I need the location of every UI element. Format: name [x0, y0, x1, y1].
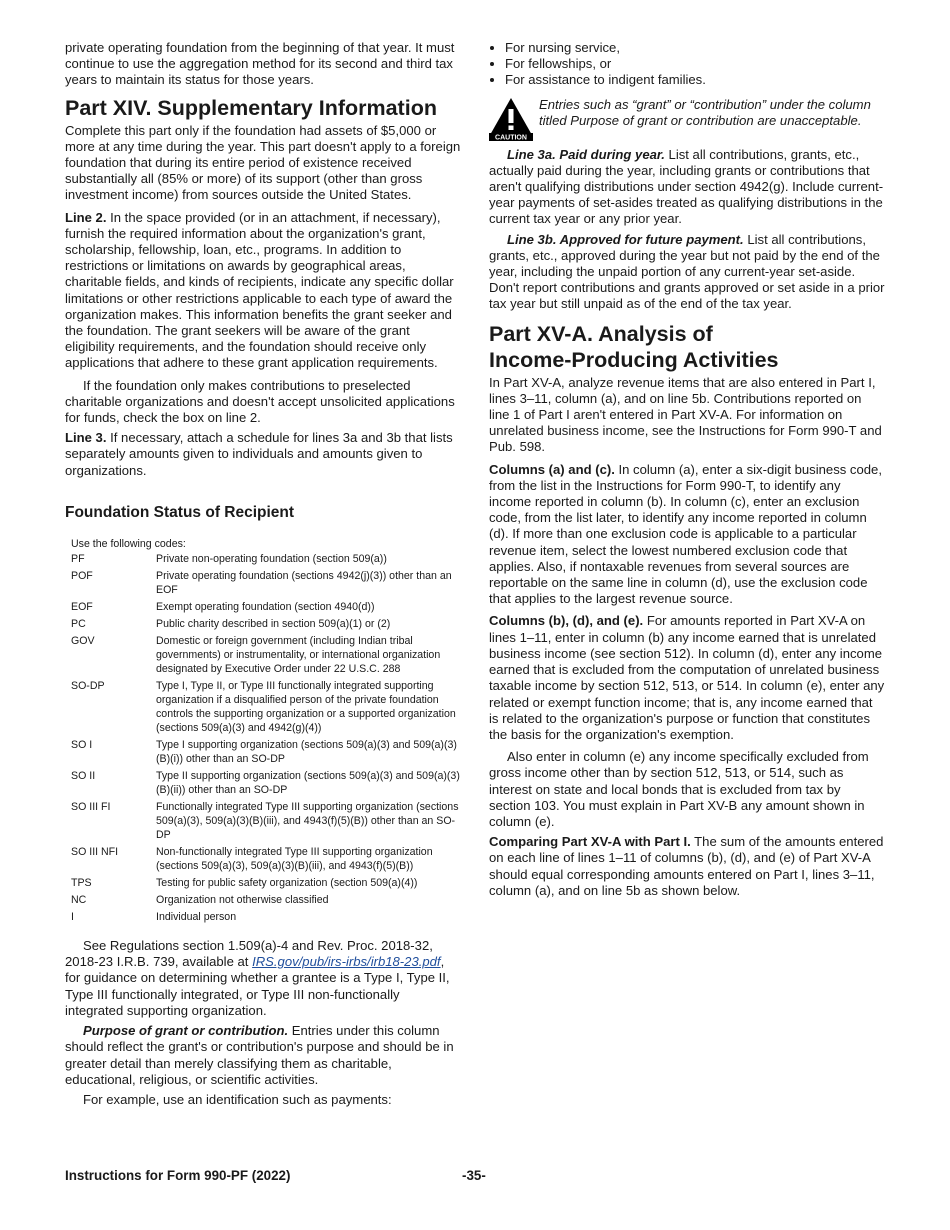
part-xv-a-heading — [489, 321, 885, 373]
code-row — [71, 910, 461, 924]
regulations-paragraph — [65, 938, 461, 1019]
intro-paragraph: private operating foundation from the beginning of that year. It must continue to use the aggregation method for its second and third tax years to maintain its status for those years. — [65, 40, 455, 88]
columns-a-c-paragraph — [489, 462, 885, 608]
columns-a-c-heading: Columns (a) and (c). — [489, 461, 615, 477]
status-codes-table — [71, 537, 461, 924]
caution-note — [489, 97, 885, 141]
code-label: EOF — [71, 601, 93, 614]
code-description: Individual person — [156, 911, 237, 924]
purpose-paragraph — [65, 1023, 461, 1088]
code-description: Functionally integrated Type III supporting organization (sections 509(a)(3), 509(a)(3)(B)(iii), and 4943(f)(5)(B)) other than an SO-DP — [156, 801, 459, 842]
code-row — [71, 617, 461, 631]
code-row — [71, 679, 461, 735]
columns-b-d-e-paragraph — [489, 613, 885, 743]
comparing-paragraph — [489, 834, 885, 899]
columns-b-d-e-heading: Columns (b), (d), and (e). — [489, 613, 644, 629]
code-description: Testing for public safety organization (section 509(a)(4)) — [156, 877, 418, 890]
code-label: GOV — [71, 635, 95, 648]
code-row — [71, 569, 461, 597]
purpose-heading: Purpose of grant or contribution. — [83, 1023, 289, 1039]
code-description: Exempt operating foundation (section 4940(d)) — [156, 601, 375, 614]
code-description: Private non-operating foundation (section 509(a)) — [156, 553, 387, 566]
code-row — [71, 845, 461, 873]
comparing-text: The sum of the amounts entered on each line of lines 1–11 of columns (b), (d), and (e) of Part XV-A should equal corresponding amounts entered on Part I, lines 3–11, column (a), and on line 5b as shown below. — [489, 834, 884, 898]
payment-bullets — [489, 40, 885, 89]
code-description: Non-functionally integrated Type III supporting organization (sections 509(a)(3), 509(a)(3)(B)(iii), and 4943(f)(5)(B)) — [156, 846, 433, 873]
part-xiv-heading: Part XIV. Supplementary Information — [65, 95, 437, 120]
columns-b-d-e-text: For amounts reported in Part XV-A on lines 1–11, enter in column (b) any income earned that is unrelated business income (see section 512). In column (d), enter any income earned that is excluded from the computation of unrelated business taxable income by section 512, 513, or 514. In column (e), enter any related or exempt function income; that is, any income earned that is related to the organization's purpose or function that constitutes the basis for the organization's exemption. — [489, 613, 885, 742]
line-3-text: If necessary, attach a schedule for lines 3a and 3b that lists separately amounts given to individuals and amounts given to organizations. — [65, 430, 453, 478]
bullet-item: • For fellowships, or — [505, 56, 885, 72]
code-description: Domestic or foreign government (including Indian tribal governments) or instrumentality, or international organization designated by Executive Order under 22 U.S.C. 288 — [156, 635, 441, 676]
caution-text: Entries such as “grant” or “contribution” under the column titled Purpose of grant or contribution are unacceptable. — [539, 96, 871, 128]
example-paragraph: For example, use an identification such as payments: — [83, 1091, 392, 1107]
code-label: SO-DP — [71, 680, 105, 693]
codes-caption: Use the following codes: — [71, 538, 186, 551]
footer-page-number: -35- — [462, 1168, 486, 1183]
part-xv-a-paragraph: In Part XV-A, analyze revenue items that are also entered in Part I, lines 3–11, column (a), and on line 5b. Contributions reported on line 1 of Part I aren't entered in Part XV-A. For information on unrelated business income, see the Instructions for Form 990-T and Pub. 598. — [489, 374, 882, 455]
part-xv-a-heading-line-1: Part XV-A. Analysis of — [489, 321, 713, 346]
code-label: PF — [71, 553, 85, 566]
code-label: SO III FI — [71, 801, 111, 814]
code-row — [71, 769, 461, 797]
line-3-heading: Line 3. — [65, 430, 107, 446]
code-label: NC — [71, 894, 87, 907]
caution-icon — [489, 97, 533, 141]
line-3a-text: List all contributions, grants, etc., actually paid during the year, including grants or contributions that aren't qualifying distributions under section 4942(g). Include current-year payments of set-asides treated as qualifying distributions in the current tax year or any prior year. — [489, 146, 884, 227]
code-row — [71, 600, 461, 614]
code-label: PC — [71, 618, 86, 631]
column-e-paragraph: Also enter in column (e) any income specifically excluded from gross income other than by section 512, 513, or 514, such as interest on state and local bonds that is excluded from tax by section 103. You must explain in Part XV-B any amount shown in column (e). — [489, 749, 869, 829]
line-3a-paragraph — [489, 147, 885, 228]
code-description: Type I, Type II, or Type III functionally integrated supporting organization if a disqualified person of the private foundation controls the supporting organization or a supported organization (sections 509(a)(3) and 4942(g)(4)) — [156, 680, 456, 735]
line-2-paragraph-2: If the foundation only makes contributions to preselected charitable organizations and doesn't accept unsolicited applications for funds, check the box on line 2. — [65, 377, 455, 426]
code-row — [71, 634, 461, 676]
code-label: I — [71, 911, 74, 924]
columns-a-c-text: In column (a), enter a six-digit business code, from the list in the Instructions for Form 990-T, to identify any income reported in column (b). In column (c), enter an exclusion code, from the list later, to identify any income reported in column (d). If more than one exclusion code is applicable to a particular revenue item, select the lowest numbered exclusion code that applies. Also, if nontaxable revenues from several sources are reportable on the same line in column (d), use the exclusion code that applies to the largest revenue source. — [489, 461, 882, 607]
caution-label: CAUTION — [495, 134, 527, 141]
code-label: SO II — [71, 770, 96, 783]
code-row — [71, 738, 461, 766]
regulations-text-pre: See Regulations section 1.509(a)-4 and Rev. Proc. 2018-32, 2018-23 I.R.B. 739, available at — [65, 938, 433, 970]
code-row — [71, 876, 461, 890]
footer-form-title: Instructions for Form 990-PF (2022) — [65, 1168, 291, 1183]
code-description: Organization not otherwise classified — [156, 894, 329, 907]
line-3a-heading: Line 3a. Paid during year. — [507, 146, 665, 162]
code-row — [71, 893, 461, 907]
code-description: Public charity described in section 509(a)(1) or (2) — [156, 618, 391, 631]
line-2-text: In the space provided (or in an attachment, if necessary), furnish the required information about the organization's grant, scholarship, fellowship, loan, etc., programs. In addition to restrictions or limitations on awards by geographical areas, charitable fields, and kinds of recipients, indicate any specific dollar limitations or other restrictions applicable to each type of award the organization makes. This information benefits the grant seeker and the foundation. The grant seekers will be aware of the grant eligibility requirements, and the foundation should receive only applications that adhere to these grant application requirements. — [65, 209, 454, 371]
code-label: SO I — [71, 739, 93, 752]
code-label: TPS — [71, 877, 92, 890]
part-xv-a-heading-line-2: Income-Producing Activities — [489, 347, 779, 372]
line-3b-text: List all contributions, grants, etc., approved during the year but not paid by the end of the year, including the unpaid portion of any current-year set-aside. Don't report contributions and grants approved or set aside in a prior tax year but still unpaid as of the end of the tax year. — [489, 231, 885, 312]
purpose-text: Entries under this column should reflect the grant's or contribution's purpose and should be in greater detail than merely classifying them as charitable, educational, religious, or scientific activities. — [65, 1023, 454, 1087]
code-label: SO III NFI — [71, 846, 119, 859]
irs-pub-link[interactable]: IRS.gov/pub/irs-irbs/irb18-23.pdf — [252, 954, 441, 970]
line-3b-paragraph — [489, 232, 885, 313]
bullet-item: • For nursing service, — [505, 40, 885, 56]
bullet-item: • For assistance to indigent families. — [505, 72, 885, 88]
comparing-heading: Comparing Part XV-A with Part I. — [489, 834, 691, 850]
line-2-paragraph — [65, 210, 461, 372]
code-label: POF — [71, 570, 93, 583]
line-3-paragraph — [65, 430, 461, 479]
line-2-heading: Line 2. — [65, 209, 107, 225]
right-column — [489, 40, 885, 905]
regulations-text-post: , for guidance on determining whether a grantee is a Type I, Type II, Type III functionally integrated, or Type III non-functionally integrated supporting organization. — [65, 954, 450, 1018]
code-row — [71, 800, 461, 842]
line-3b-heading: Line 3b. Approved for future payment. — [507, 231, 744, 247]
code-description: Type I supporting organization (sections 509(a)(3) and 509(a)(3)(B)(i)) other than an SO-DP — [156, 739, 457, 766]
foundation-status-heading: Foundation Status of Recipient — [65, 503, 295, 521]
code-description: Type II supporting organization (sections 509(a)(3) and 509(a)(3)(B)(ii)) other than an SO-DP — [156, 770, 460, 797]
code-row — [71, 552, 461, 566]
part-xiv-paragraph: Complete this part only if the foundation had assets of $5,000 or more at any time during the year. This part doesn't apply to a foreign foundation that during its entire period of existence received substantially all (85% or more) of its support (other than gross investment income) from sources outside the United States. — [65, 122, 461, 203]
left-column — [65, 40, 461, 1112]
code-description: Private operating foundation (sections 4942(j)(3)) other than an EOF — [156, 570, 452, 597]
